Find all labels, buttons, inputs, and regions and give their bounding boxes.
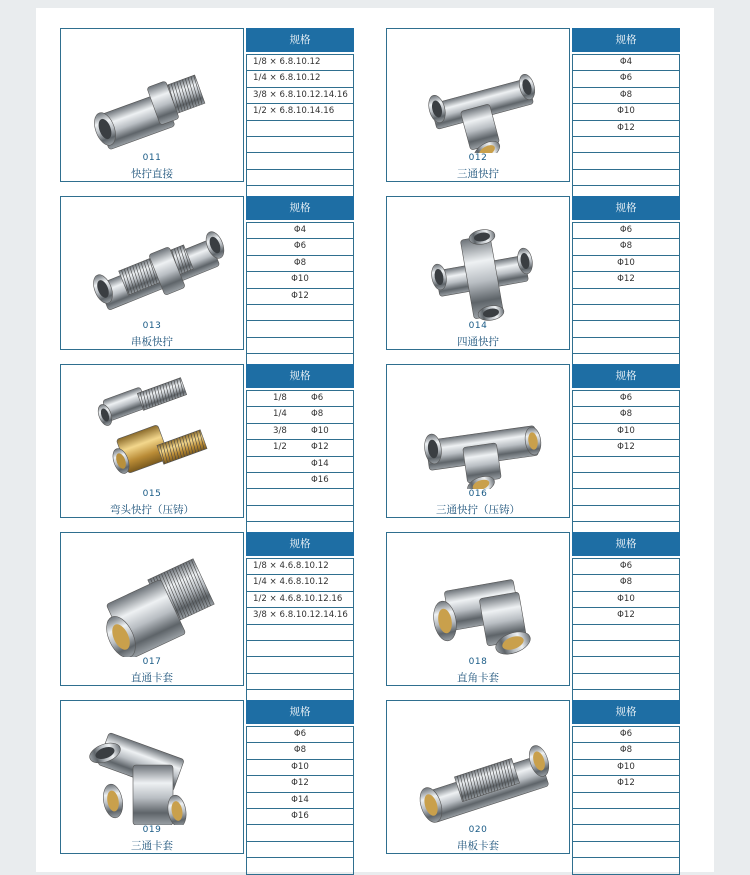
spec-row <box>246 321 354 337</box>
spec-row <box>572 842 680 858</box>
product-image-box <box>60 364 244 518</box>
product-code: 019 <box>142 825 162 835</box>
spec-value: Φ10 <box>617 425 635 436</box>
spec-row <box>572 809 680 825</box>
product-code: 020 <box>468 825 488 835</box>
spec-row <box>572 793 680 809</box>
product-name: 串板快拧 <box>131 336 173 348</box>
product-name: 快拧直接 <box>131 168 173 180</box>
spec-row <box>246 592 354 608</box>
spec-value: Φ12 <box>291 778 309 789</box>
spec-row <box>572 272 680 288</box>
tee-fitting-icon <box>387 365 569 489</box>
spec-value: Φ6 <box>619 729 633 739</box>
spec-row <box>246 473 354 489</box>
product-image-box <box>386 28 570 182</box>
spec-row <box>572 760 680 776</box>
product-image-box <box>386 364 570 518</box>
spec-row <box>246 170 354 186</box>
spec-row <box>572 170 680 186</box>
spec-value: 1/8 × 6.8.10.12 <box>253 57 321 67</box>
spec-table <box>246 364 354 539</box>
product-name: 弯头快拧（压铸） <box>110 504 194 516</box>
product-image-box <box>60 196 244 350</box>
spec-row <box>246 88 354 104</box>
spec-row <box>246 256 354 272</box>
spec-row <box>246 338 354 354</box>
spec-value: Φ6 <box>619 393 633 403</box>
spec-value: Φ16 <box>291 810 309 821</box>
spec-row <box>246 575 354 591</box>
spec-row <box>246 842 354 858</box>
spec-row <box>246 489 354 505</box>
spec-value: Φ8 <box>293 257 307 268</box>
straight-connector-icon <box>61 29 243 153</box>
spec-table <box>246 532 354 707</box>
spec-row <box>572 71 680 87</box>
spec-row <box>246 289 354 305</box>
product-name: 三通快拧（压铸） <box>436 504 520 516</box>
spec-header: 规格 <box>246 532 354 556</box>
spec-row <box>246 424 354 440</box>
spec-row <box>572 506 680 522</box>
spec-header: 规格 <box>246 196 354 220</box>
spec-table <box>246 196 354 371</box>
spec-row <box>246 641 354 657</box>
product-code: 015 <box>142 489 162 499</box>
spec-row <box>246 809 354 825</box>
spec-value: Φ16 <box>311 474 329 485</box>
spec-header: 规格 <box>246 364 354 388</box>
spec-value: Φ12 <box>617 274 635 285</box>
spec-row <box>246 239 354 255</box>
spec-row <box>572 592 680 608</box>
product-code: 018 <box>468 657 488 667</box>
spec-row <box>246 558 354 575</box>
spec-row <box>246 776 354 792</box>
spec-row <box>246 743 354 759</box>
spec-row <box>246 858 354 874</box>
product-code: 017 <box>142 657 162 667</box>
product-code: 013 <box>142 321 162 331</box>
spec-value: Φ12 <box>617 778 635 789</box>
spec-value: Φ4 <box>619 57 633 67</box>
spec-value: Φ10 <box>311 425 329 436</box>
spec-row <box>572 674 680 690</box>
spec-row <box>572 657 680 673</box>
product-code: 011 <box>142 153 162 163</box>
spec-row <box>246 457 354 473</box>
spec-row <box>246 760 354 776</box>
spec-value: Φ10 <box>291 761 309 772</box>
spec-row <box>572 104 680 120</box>
spec-value: 1/2 × 6.8.10.14.16 <box>253 106 335 117</box>
product-cell <box>60 532 360 688</box>
spec-header: 规格 <box>572 700 680 724</box>
spec-value: Φ8 <box>619 241 633 252</box>
tee-fitting-icon <box>387 29 569 153</box>
product-cell <box>60 364 360 520</box>
product-cell <box>386 196 686 352</box>
spec-row <box>572 239 680 255</box>
spec-value: Φ10 <box>617 593 635 604</box>
tee-compression-icon <box>61 701 243 825</box>
product-image-box <box>60 532 244 686</box>
spec-value: Φ14 <box>311 458 329 469</box>
product-code: 014 <box>468 321 488 331</box>
spec-row <box>572 776 680 792</box>
spec-value: Φ14 <box>291 794 309 805</box>
spec-row <box>246 674 354 690</box>
spec-value: Φ8 <box>619 577 633 588</box>
cross-fitting-icon <box>387 197 569 321</box>
spec-table <box>572 700 680 875</box>
spec-row <box>246 137 354 153</box>
spec-row <box>572 54 680 71</box>
product-image-box <box>386 196 570 350</box>
spec-row <box>246 390 354 407</box>
spec-row <box>572 424 680 440</box>
spec-row <box>246 825 354 841</box>
spec-row <box>572 641 680 657</box>
spec-thread: 1/2 <box>273 442 287 453</box>
spec-table <box>572 28 680 203</box>
product-cell <box>386 532 686 688</box>
spec-value: Φ6 <box>619 73 633 84</box>
spec-value: 1/8 × 4.6.8.10.12 <box>253 561 329 571</box>
spec-row <box>246 222 354 239</box>
spec-value: Φ12 <box>291 290 309 301</box>
spec-row <box>572 726 680 743</box>
product-image-box <box>60 28 244 182</box>
spec-row <box>246 793 354 809</box>
bulkhead-union-icon <box>61 197 243 321</box>
elbow-fitting-icon <box>61 365 243 489</box>
spec-value: 1/2 × 4.6.8.10.12.16 <box>253 593 343 604</box>
spec-value: 3/8 × 6.8.10.12.14.16 <box>253 610 348 621</box>
spec-row <box>572 153 680 169</box>
spec-row <box>572 608 680 624</box>
spec-table <box>572 532 680 707</box>
product-name: 四通快拧 <box>457 336 499 348</box>
spec-value: Φ6 <box>311 393 324 403</box>
product-name: 直通卡套 <box>131 672 173 684</box>
product-code: 012 <box>468 153 488 163</box>
spec-value: Φ10 <box>617 761 635 772</box>
spec-header: 规格 <box>572 364 680 388</box>
product-code: 016 <box>468 489 488 499</box>
spec-header: 规格 <box>572 28 680 52</box>
spec-row <box>246 71 354 87</box>
spec-value: Φ8 <box>619 409 633 420</box>
spec-row <box>572 289 680 305</box>
spec-value: Φ4 <box>293 225 307 235</box>
product-name: 串板卡套 <box>457 840 499 852</box>
product-cell <box>60 196 360 352</box>
spec-row <box>572 407 680 423</box>
spec-row <box>572 88 680 104</box>
spec-row <box>246 657 354 673</box>
spec-value: Φ6 <box>293 729 307 739</box>
spec-header: 规格 <box>572 532 680 556</box>
spec-row <box>572 137 680 153</box>
catalog-page <box>36 8 714 872</box>
spec-row <box>246 153 354 169</box>
spec-row <box>572 473 680 489</box>
spec-row <box>246 726 354 743</box>
spec-value: Φ10 <box>291 274 309 285</box>
product-cell <box>386 700 686 856</box>
spec-value: Φ8 <box>293 745 307 756</box>
spec-row <box>572 305 680 321</box>
elbow-compression-icon <box>387 533 569 657</box>
spec-thread: 3/8 <box>273 425 287 436</box>
spec-header: 规格 <box>246 700 354 724</box>
spec-row <box>246 625 354 641</box>
product-name: 三通卡套 <box>131 840 173 852</box>
spec-row <box>572 256 680 272</box>
product-cell <box>386 28 686 184</box>
product-cell <box>386 364 686 520</box>
bulkhead-compression-icon <box>387 701 569 825</box>
spec-row <box>572 575 680 591</box>
product-name: 直角卡套 <box>457 672 499 684</box>
spec-value: Φ10 <box>617 257 635 268</box>
spec-row <box>246 272 354 288</box>
straight-compression-icon <box>61 533 243 657</box>
product-image-box <box>386 532 570 686</box>
spec-row <box>246 305 354 321</box>
spec-value: Φ12 <box>311 442 329 453</box>
spec-value: Φ6 <box>619 225 633 235</box>
spec-table <box>246 700 354 875</box>
product-cell <box>60 700 360 856</box>
product-image-box <box>386 700 570 854</box>
spec-value: Φ6 <box>293 241 307 252</box>
spec-thread: 1/4 <box>273 409 287 420</box>
spec-row <box>572 858 680 874</box>
spec-value: Φ8 <box>311 409 324 420</box>
spec-row <box>246 440 354 456</box>
spec-row <box>572 489 680 505</box>
spec-table <box>572 196 680 371</box>
spec-value: Φ8 <box>619 745 633 756</box>
product-cell <box>60 28 360 184</box>
spec-row <box>246 121 354 137</box>
spec-value: Φ12 <box>617 442 635 453</box>
product-name: 三通快拧 <box>457 168 499 180</box>
spec-row <box>246 608 354 624</box>
spec-row <box>572 440 680 456</box>
spec-row <box>572 743 680 759</box>
spec-row <box>572 825 680 841</box>
spec-header: 规格 <box>246 28 354 52</box>
spec-row <box>572 457 680 473</box>
spec-header: 规格 <box>572 196 680 220</box>
spec-value: Φ12 <box>617 610 635 621</box>
spec-row <box>246 104 354 120</box>
spec-row <box>572 390 680 407</box>
spec-value: Φ10 <box>617 106 635 117</box>
spec-row <box>572 121 680 137</box>
spec-row <box>246 506 354 522</box>
spec-value: Φ8 <box>619 89 633 100</box>
spec-table <box>572 364 680 539</box>
spec-table <box>246 28 354 203</box>
spec-row <box>246 407 354 423</box>
spec-row <box>572 338 680 354</box>
spec-value: 1/4 × 6.8.10.12 <box>253 73 321 84</box>
spec-row <box>246 54 354 71</box>
spec-value: Φ6 <box>619 561 633 571</box>
spec-row <box>572 321 680 337</box>
spec-row <box>572 558 680 575</box>
product-image-box <box>60 700 244 854</box>
spec-value: 1/4 × 4.6.8.10.12 <box>253 577 329 588</box>
spec-value: Φ12 <box>617 122 635 133</box>
spec-row <box>572 625 680 641</box>
spec-thread: 1/8 <box>273 393 287 403</box>
spec-value: 3/8 × 6.8.10.12.14.16 <box>253 89 348 100</box>
spec-row <box>572 222 680 239</box>
